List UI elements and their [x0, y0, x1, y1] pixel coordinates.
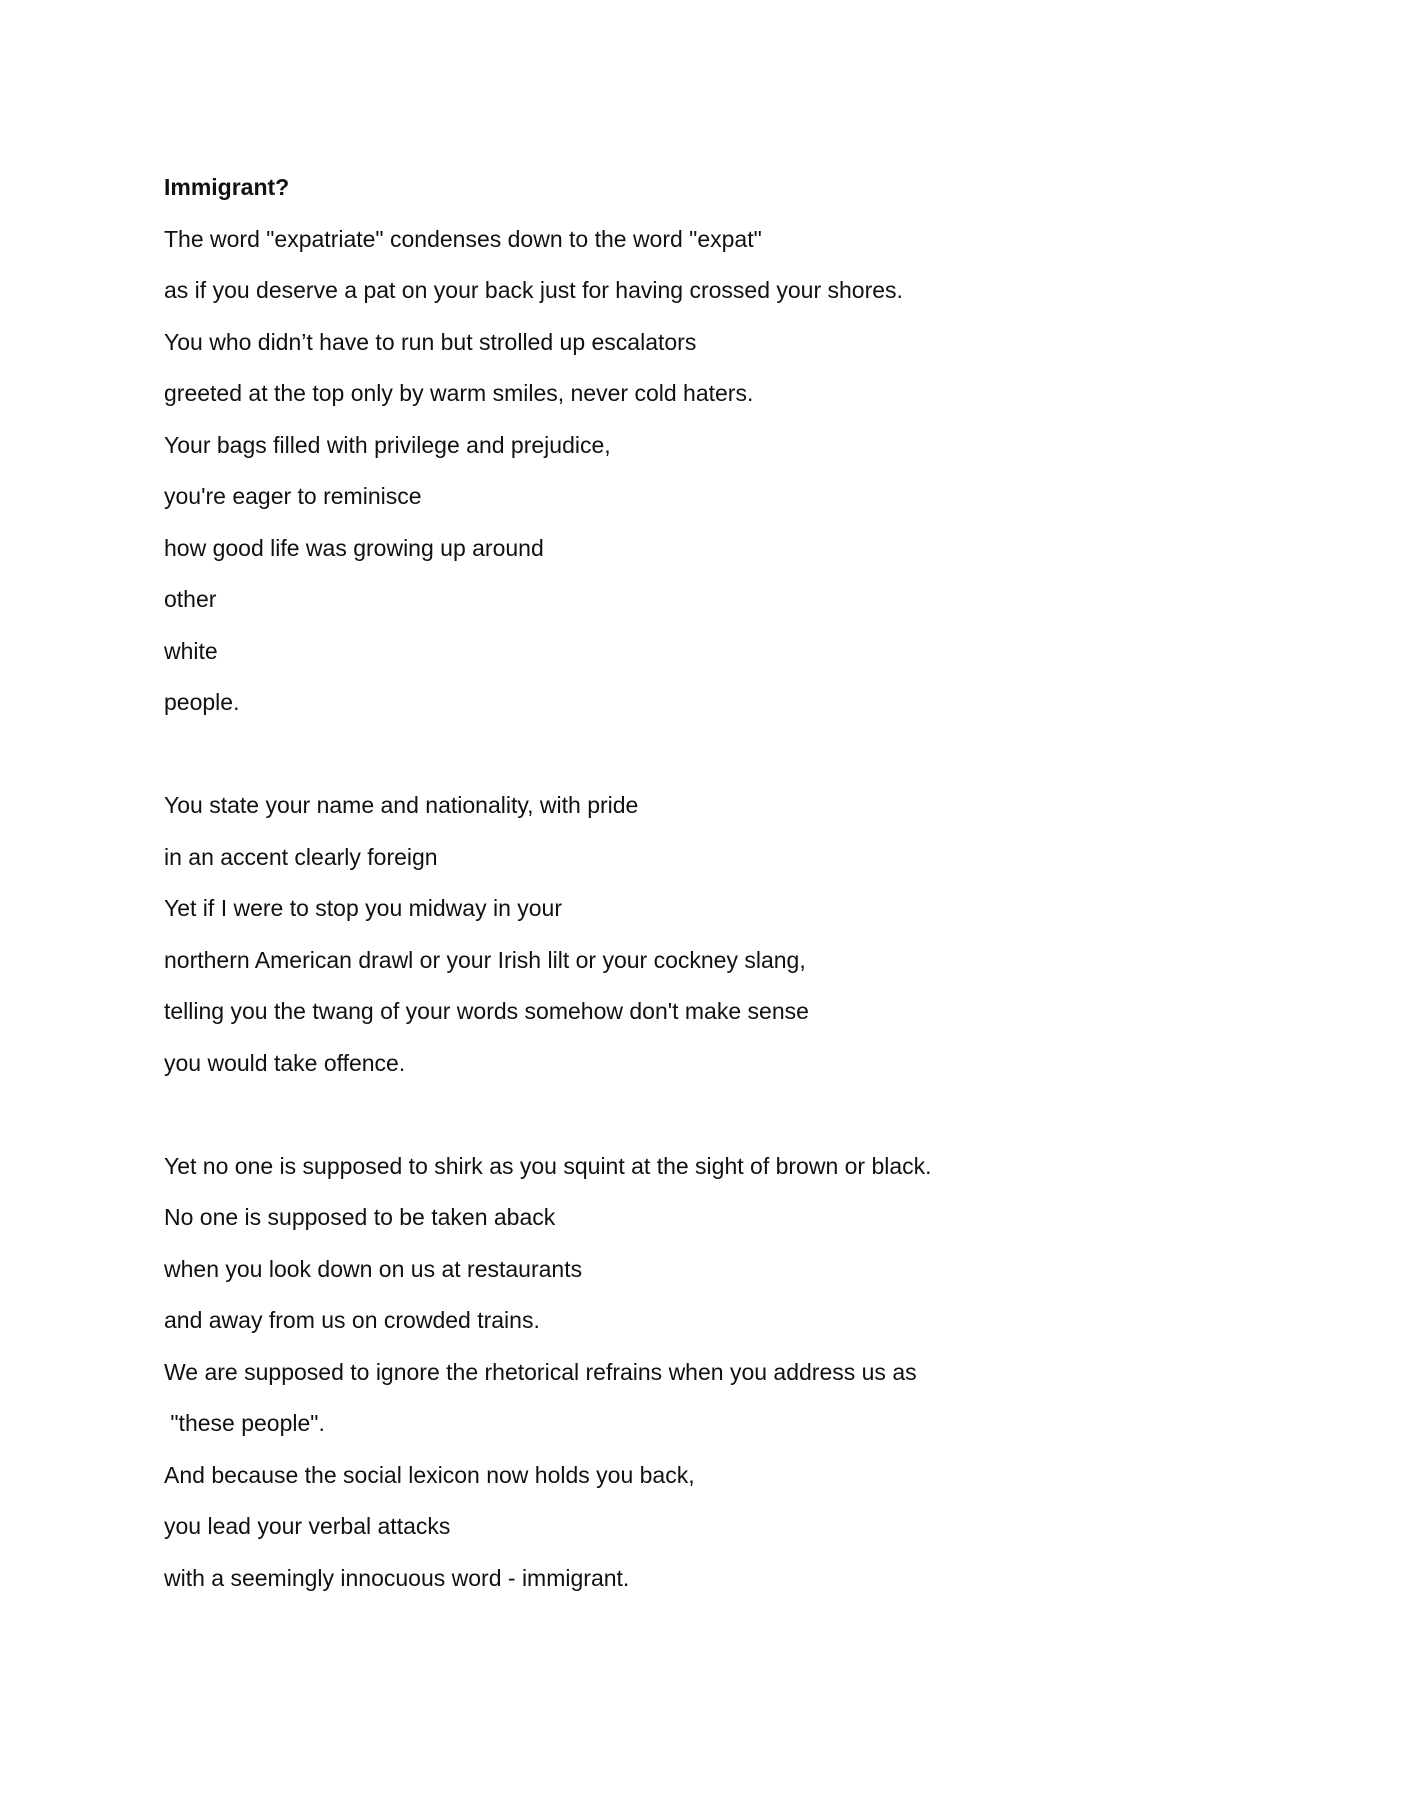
stanza-break: [164, 729, 1264, 781]
stanza-1: [164, 214, 1264, 729]
poem-line: telling you the twang of your words somehow don't make sense: [164, 998, 809, 1024]
poem-title: Immigrant?: [164, 174, 290, 200]
poem-line: you lead your verbal attacks: [164, 1513, 451, 1539]
poem-line: other: [164, 586, 217, 612]
poem-line: in an accent clearly foreign: [164, 843, 438, 870]
poem-line: You who didn’t have to run but strolled up escalators: [164, 328, 697, 355]
poem-line: Your bags filled with privilege and prejudice,: [164, 431, 611, 458]
poem-line: Yet no one is supposed to shirk as you squint at the sight of brown or black.: [164, 1152, 932, 1179]
poem-line: And because the social lexicon now holds you back,: [164, 1461, 695, 1488]
poem-line: with a seemingly innocuous word - immigrant.: [164, 1564, 630, 1591]
poem-line: The word "expatriate" condenses down to the word "expat": [164, 225, 762, 252]
poem-line: No one is supposed to be taken aback: [164, 1204, 556, 1230]
stanza-2: [164, 780, 1264, 1089]
stanza-break: [164, 1089, 1264, 1141]
poem-line: You state your name and nationality, with pride: [164, 792, 639, 818]
poem-line: northern American drawl or your Irish lilt or your cockney slang,: [164, 946, 806, 973]
stanza-3: [164, 1141, 1264, 1605]
poem-line: as if you deserve a pat on your back just for having crossed your shores.: [164, 277, 903, 303]
poem-line: "these people".: [164, 1410, 325, 1436]
poem-line: people.: [164, 689, 240, 715]
poem-line: when you look down on us at restaurants: [164, 1255, 583, 1282]
poem: [164, 162, 1264, 1604]
poem-line: We are supposed to ignore the rhetorical refrains when you address us as: [164, 1358, 917, 1385]
poem-line: you would take offence.: [164, 1049, 406, 1076]
poem-line: you're eager to reminisce: [164, 483, 422, 509]
poem-line: and away from us on crowded trains.: [164, 1307, 540, 1333]
poem-line: how good life was growing up around: [164, 534, 544, 561]
poem-line: white: [164, 637, 218, 664]
poem-line: Yet if I were to stop you midway in your: [164, 895, 563, 921]
poem-line: greeted at the top only by warm smiles, never cold haters.: [164, 380, 754, 406]
